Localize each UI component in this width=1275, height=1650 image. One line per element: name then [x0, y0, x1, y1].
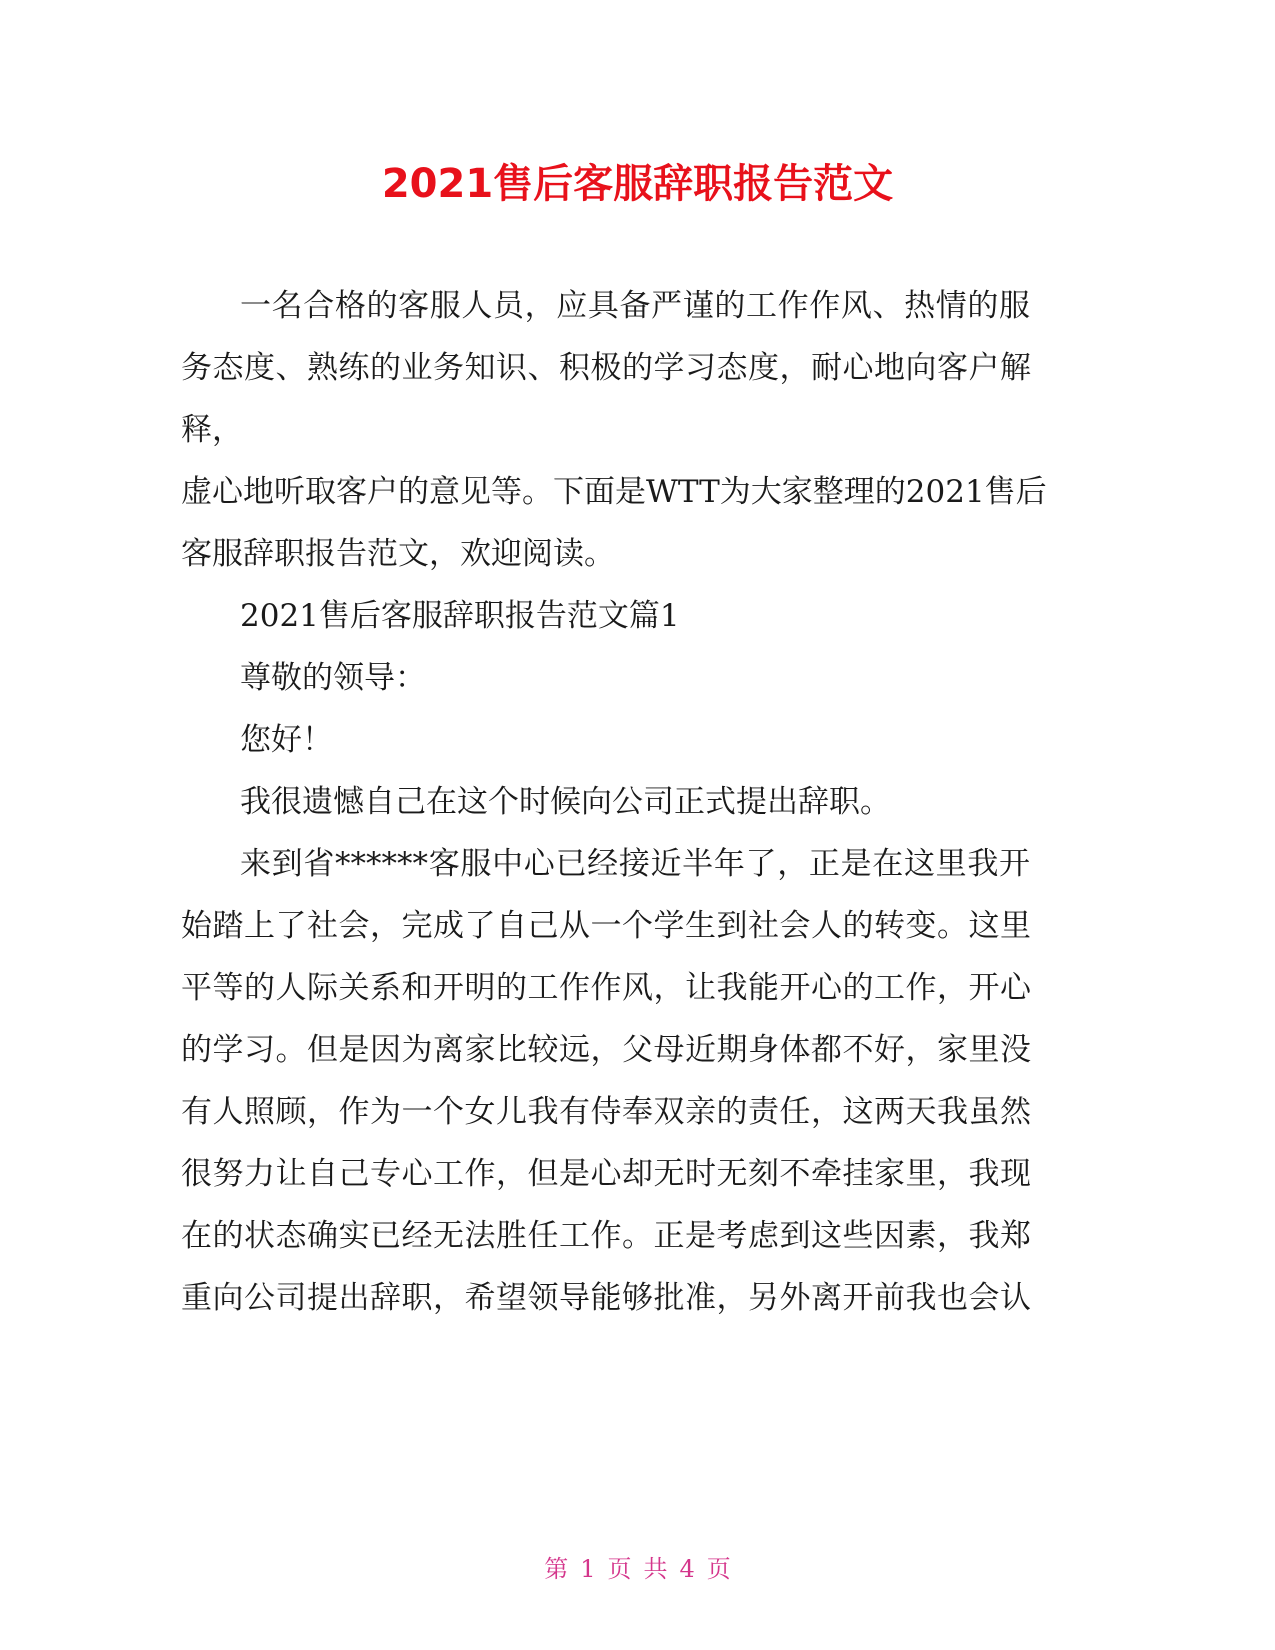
section-heading: 2021售后客服辞职报告范文篇1 — [240, 598, 680, 634]
paragraph-line: 很努力让自己专心工作，但是心却无时无刻不牵挂家里，我现 — [181, 1156, 1031, 1192]
paragraph-line: 一名合格的客服人员，应具备严谨的工作作风、热情的服 — [240, 288, 1030, 324]
footer-label-page: 第 — [544, 1555, 569, 1583]
footer-label-total: 共 — [643, 1555, 668, 1583]
document-title: 2021售后客服辞职报告范文 — [381, 161, 894, 207]
salutation: 尊敬的领导： — [240, 660, 426, 696]
paragraph-line: 的学习。但是因为离家比较远，父母近期身体都不好，家里没 — [181, 1032, 1031, 1068]
paragraph-line: 重向公司提出辞职，希望领导能够批准，另外离开前我也会认 — [181, 1280, 1031, 1316]
paragraph-line: 平等的人际关系和开明的工作作风，让我能开心的工作，开心 — [181, 970, 1031, 1006]
page-footer — [0, 1554, 1275, 1584]
paragraph-line: 始踏上了社会，完成了自己从一个学生到社会人的转变。这里 — [181, 908, 1031, 944]
paragraph-line: 来到省******客服中心已经接近半年了，正是在这里我开 — [240, 846, 1030, 882]
paragraph-line: 释， — [181, 412, 243, 448]
paragraph-line: 虚心地听取客户的意见等。下面是WTT为大家整理的2021售后 — [181, 474, 1047, 510]
paragraph-line: 客服辞职报告范文，欢迎阅读。 — [181, 536, 615, 572]
paragraph-line: 在的状态确实已经无法胜任工作。正是考虑到这些因素，我郑 — [181, 1218, 1031, 1254]
paragraph-line: 有人照顾，作为一个女儿我有侍奉双亲的责任，这两天我虽然 — [181, 1094, 1031, 1130]
greeting: 您好！ — [240, 722, 333, 758]
paragraph-line: 我很遗憾自己在这个时候向公司正式提出辞职。 — [240, 784, 891, 820]
current-page-number: 1 — [580, 1555, 596, 1583]
footer-label-of: 页 — [607, 1555, 632, 1583]
total-pages-number: 4 — [679, 1555, 695, 1583]
footer-label-end: 页 — [706, 1555, 731, 1583]
paragraph-line: 务态度、熟练的业务知识、积极的学习态度，耐心地向客户解 — [181, 350, 1031, 386]
